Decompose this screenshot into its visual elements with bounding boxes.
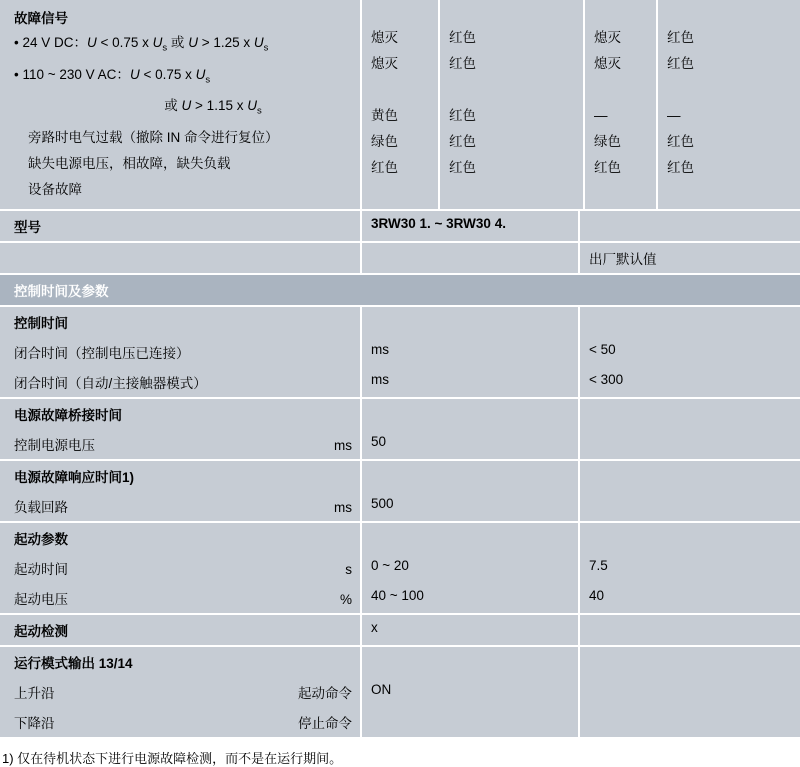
fault-cell-2-2: 红色 [449, 56, 476, 71]
fault-cell-6-4: 红色 [667, 160, 694, 175]
table-row [0, 677, 800, 707]
fault-cell-4-2: 红色 [449, 108, 476, 123]
fault-col-1 [360, 0, 438, 181]
table-row [0, 307, 800, 337]
model-empty [589, 216, 593, 231]
row-default: 40 [589, 588, 605, 604]
fault-cell-4-4: — [667, 108, 681, 123]
fault-row-label-6: 设备故障 [28, 182, 82, 198]
row-default: 7.5 [589, 558, 608, 574]
row-label: 上升沿 [14, 686, 55, 702]
fault-col-4 [656, 0, 800, 181]
control-section-header: 控制时间及参数 [0, 275, 800, 307]
factory-default-note: 出厂默认值 [589, 252, 657, 268]
footnote: 1) 仅在待机状态下进行电源故障检测，而不是在运行期间。 [2, 751, 343, 767]
row-unit: % [339, 592, 352, 608]
fault-cell-5-3: 绿色 [594, 134, 621, 149]
row-value: ON [371, 682, 392, 698]
fault-col-2 [438, 0, 583, 181]
fault-row-label-2: • 110 ~ 230 V AC：U < 0.75 x $U_s$ [14, 66, 211, 86]
fault-row-label-3: 或 U > 1.15 x $U_s$ [164, 98, 262, 118]
row-label: 起动时间 [14, 562, 68, 578]
table-row [0, 707, 800, 739]
table-row [0, 337, 800, 367]
fault-signal-labels [0, 0, 360, 203]
fault-col-3 [583, 0, 656, 181]
fault-cell-5-4: 红色 [667, 134, 694, 149]
fault-row-label-4: 旁路时电气过载（撤除 IN 命令进行复位） [28, 130, 279, 146]
row-unit: 起动命令 [298, 686, 352, 702]
row-default: < 50 [589, 342, 616, 358]
row-label: 电源故障桥接时间 [14, 408, 122, 424]
fault-cell-1-4: 红色 [667, 30, 694, 45]
fault-cell-1-3: 熄灭 [594, 30, 621, 45]
fault-cell-5-1: 绿色 [371, 134, 398, 149]
row-label: 起动检测 [14, 624, 68, 640]
fault-cell-1-2: 红色 [449, 30, 476, 45]
row-label: 起动电压 [14, 592, 68, 608]
model-row [0, 211, 800, 243]
row-label: 起动参数 [14, 532, 68, 548]
fault-row-label-5: 缺失电源电压，相故障，缺失负载 [28, 156, 231, 172]
row-value: ms [371, 372, 389, 388]
row-label: 控制电源电压 [14, 438, 95, 454]
fault-cell-2-4: 红色 [667, 56, 694, 71]
fault-cell-2-1: 熄灭 [371, 56, 398, 71]
fault-signal-title: 故障信号 [14, 11, 68, 26]
row-value: 0 ~ 20 [371, 558, 409, 574]
row-value: 40 ~ 100 [371, 588, 424, 604]
table-row [0, 553, 800, 583]
fault-cell-4-3: — [594, 108, 608, 123]
model-label: 型号 [14, 220, 41, 236]
row-unit: s [345, 562, 352, 578]
table-row [0, 461, 800, 491]
row-label: 闭合时间（自动/主接触器模式） [14, 376, 207, 392]
table-row [0, 615, 800, 647]
table-row [0, 583, 800, 615]
fault-cell-6-3: 红色 [594, 160, 621, 175]
row-value: 500 [371, 496, 394, 512]
row-label: 电源故障响应时间1) [14, 470, 135, 486]
row-label: 控制时间 [14, 316, 68, 332]
table-row [0, 491, 800, 523]
table-row [0, 399, 800, 429]
row-label: 运行模式输出 13/14 [14, 656, 133, 672]
factory-default-row [0, 243, 800, 275]
fault-cell-6-1: 红色 [371, 160, 398, 175]
fault-signal-block [0, 0, 800, 209]
row-value: 50 [371, 434, 387, 450]
row-value: x [371, 620, 378, 636]
row-label: 下降沿 [14, 716, 55, 732]
fault-cell-5-2: 红色 [449, 134, 476, 149]
table-row [0, 367, 800, 399]
fault-cell-4-1: 黄色 [371, 108, 398, 123]
table-row [0, 647, 800, 677]
table-row [0, 429, 800, 461]
row-label: 负载回路 [14, 500, 68, 516]
fault-cell-6-2: 红色 [449, 160, 476, 175]
row-unit: ms [334, 500, 352, 516]
row-value: ms [371, 342, 389, 358]
row-unit: ms [334, 438, 352, 454]
model-value: 3RW30 1. ~ 3RW30 4. [371, 216, 506, 232]
fault-cell-2-3: 熄灭 [594, 56, 621, 71]
table-row [0, 523, 800, 553]
row-label: 闭合时间（控制电压已连接） [14, 346, 190, 362]
row-unit: 停止命令 [298, 716, 352, 732]
fault-cell-1-1: 熄灭 [371, 30, 398, 45]
row-default: < 300 [589, 372, 624, 388]
fault-row-label-1: • 24 V DC：U < 0.75 x $U_s$ 或 U > 1.25 x $U_s$ [14, 35, 269, 54]
